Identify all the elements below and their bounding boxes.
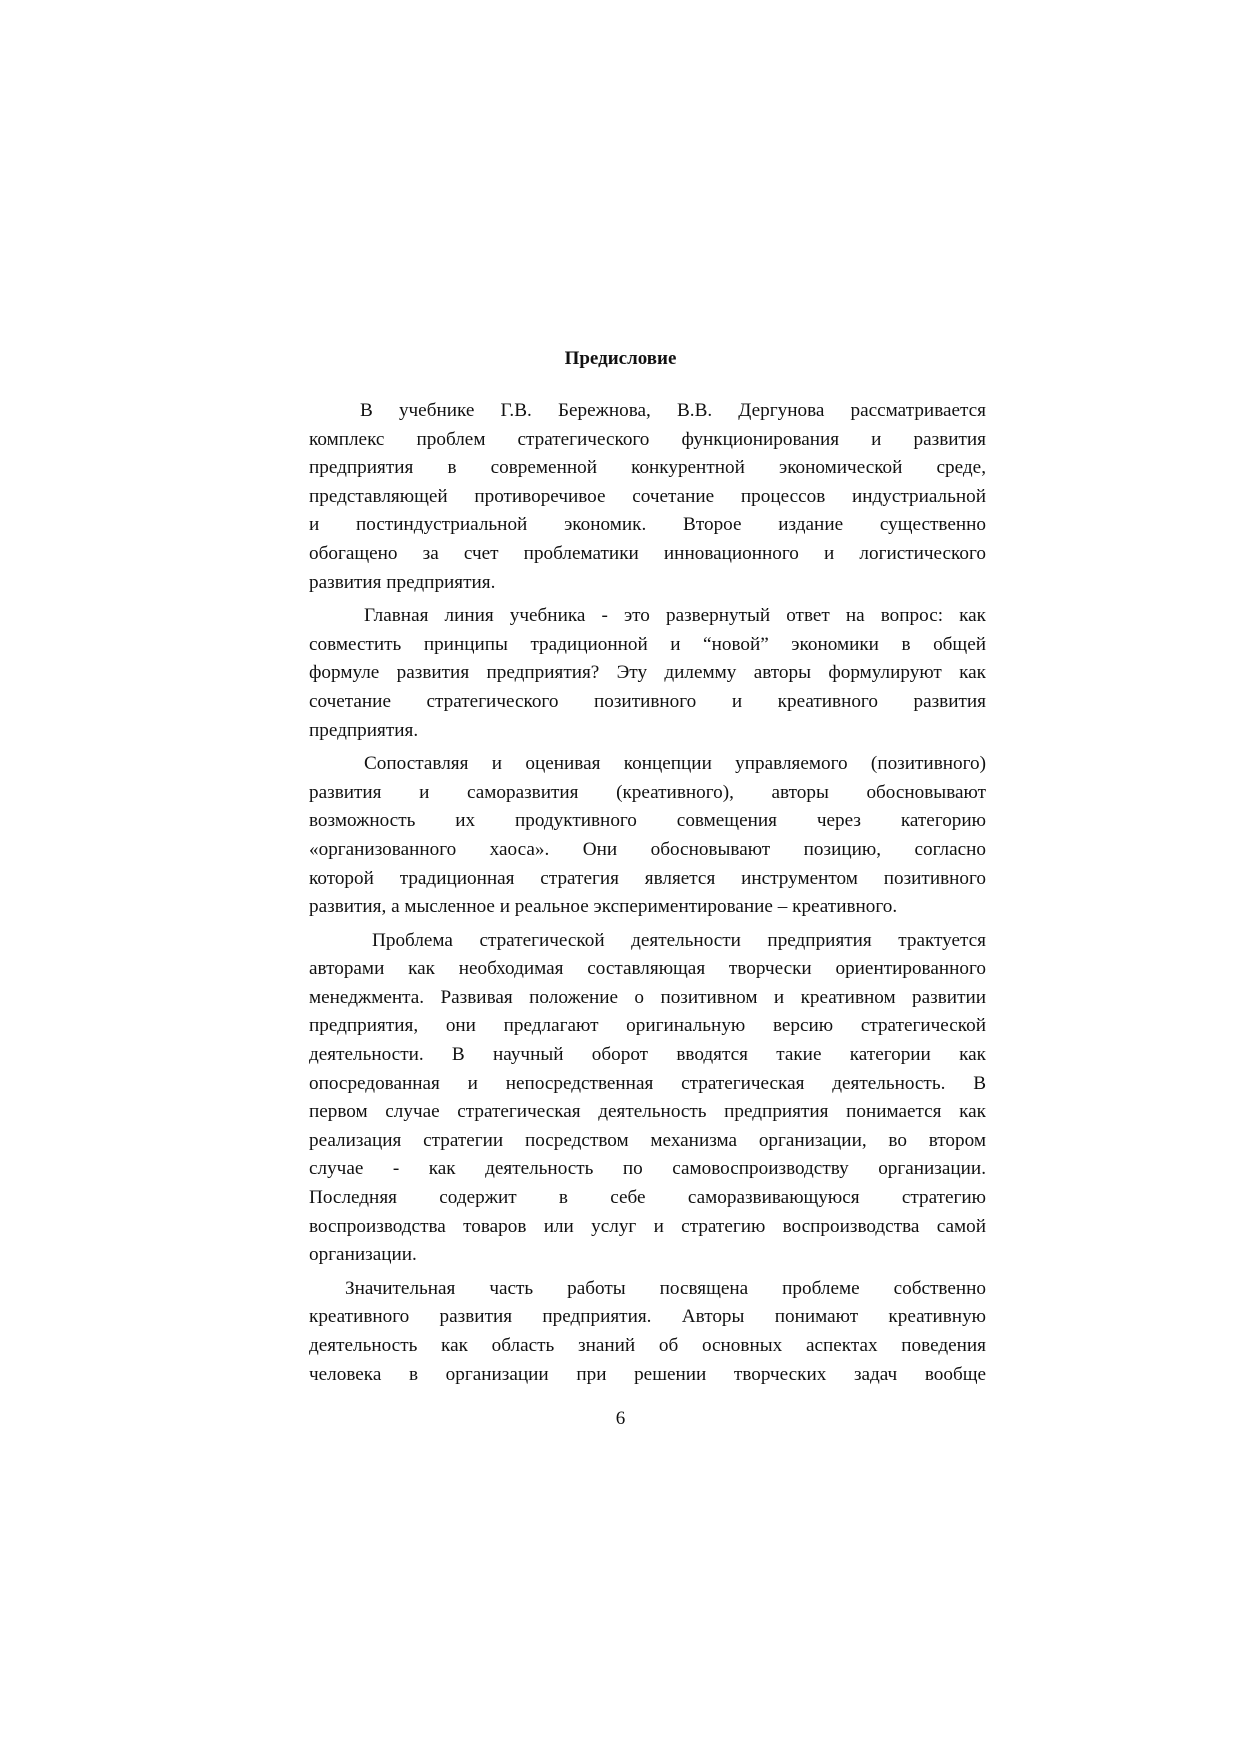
text-line: В учебнике Г.В. Бережнова, В.В. Дергунова рассматривается bbox=[360, 400, 986, 421]
text-line: креативного развития предприятия. Авторы понимают креативную bbox=[309, 1306, 986, 1328]
text-line: предприятия, они предлагают оригинальную версию стратегической bbox=[309, 1015, 986, 1037]
text-line: Главная линия учебника - это развернутый ответ на вопрос: как bbox=[364, 605, 986, 627]
text-line: совместить принципы традиционной и “новой” экономики в общей bbox=[309, 633, 986, 655]
text-line: предприятия. bbox=[309, 719, 419, 741]
text-line: сочетание стратегического позитивного и креативного развития bbox=[309, 690, 986, 712]
text-line: представляющей противоречивое сочетание процессов индустриальной bbox=[309, 485, 986, 507]
text-line: авторами как необходимая составляющая творчески ориентированного bbox=[309, 958, 986, 980]
text-line: развития предприятия. bbox=[309, 571, 496, 593]
text-line: формуле развития предприятия? Эту дилемму авторы формулируют как bbox=[309, 662, 986, 684]
paragraph-2 bbox=[309, 602, 986, 745]
text-line: Значительная часть работы посвящена проблеме собственно bbox=[345, 1277, 986, 1299]
page-title: Предисловие bbox=[564, 348, 677, 369]
text-line: первом случае стратегическая деятельность предприятия понимается как bbox=[309, 1101, 986, 1123]
text-line: случае - как деятельность по самовоспроизводству организации. bbox=[309, 1158, 986, 1180]
text-line: обогащено за счет проблематики инновационного и логистического bbox=[309, 542, 986, 564]
text-line: опосредованная и непосредственная стратегическая деятельность. В bbox=[309, 1072, 986, 1094]
text-line: предприятия в современной конкурентной экономической среде, bbox=[309, 457, 986, 479]
page-number: 6 bbox=[615, 1408, 626, 1429]
body-text bbox=[309, 397, 986, 1394]
text-line: Сопоставляя и оценивая концепции управляемого (позитивного) bbox=[364, 753, 986, 775]
text-line: Проблема стратегической деятельности предприятия трактуется bbox=[372, 929, 986, 951]
text-line: менеджмента. Развивая положение о позитивном и креативном развитии bbox=[309, 986, 986, 1008]
paragraph-4 bbox=[309, 927, 986, 1270]
text-line: воспроизводства товаров или услуг и стратегию воспроизводства самой bbox=[309, 1215, 986, 1237]
text-line: развития, а мысленное и реальное экспериментирование – креативного. bbox=[309, 896, 898, 918]
text-line: возможность их продуктивного совмещения через категорию bbox=[309, 810, 986, 832]
paragraph-1 bbox=[309, 397, 986, 597]
text-line: «организованного хаоса». Они обосновывают позицию, согласно bbox=[309, 838, 986, 860]
paragraph-5 bbox=[309, 1275, 986, 1389]
text-line: комплекс проблем стратегического функционирования и развития bbox=[309, 428, 986, 450]
text-line: человека в организации при решении творческих задач вообще bbox=[309, 1363, 986, 1385]
text-line: деятельность как область знаний об основных аспектах поведения bbox=[309, 1335, 986, 1356]
paragraph-3 bbox=[309, 750, 986, 922]
text-line: которой традиционная стратегия является инструментом позитивного bbox=[309, 867, 986, 889]
text-line: реализация стратегии посредством механизма организации, во втором bbox=[309, 1129, 986, 1151]
text-line: организации. bbox=[309, 1244, 417, 1266]
text-line: развития и саморазвития (креативного), авторы обосновывают bbox=[309, 781, 986, 803]
text-line: деятельности. В научный оборот вводятся такие категории как bbox=[309, 1044, 986, 1066]
text-line: и постиндустриальной экономик. Второе издание существенно bbox=[309, 514, 986, 536]
text-line: Последняя содержит в себе саморазвивающуюся стратегию bbox=[309, 1187, 986, 1209]
